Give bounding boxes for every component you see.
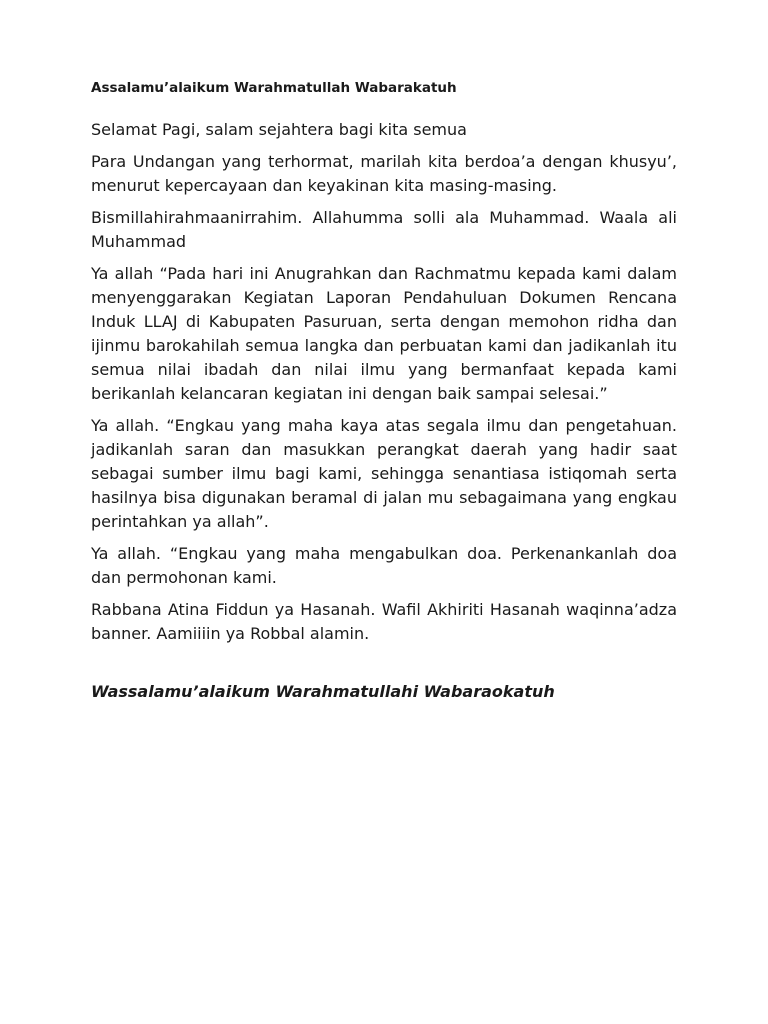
opening-greeting: Assalamu’alaikum Warahmatullah Wabarakatuh [91, 80, 457, 96]
paragraph-prayer-3: Ya allah. “Engkau yang maha mengabulkan doa. Perkenankanlah doa dan permohonan kami. [91, 544, 677, 587]
document-body [91, 78, 677, 704]
paragraph-prayer-2: Ya allah. “Engkau yang maha kaya atas segala ilmu dan pengetahuan. jadikanlah saran dan masukkan perangkat daerah yang hadir saat sebagai sumber ilmu bagi kami, sehingga senantiasa istiqomah serta hasilnya bisa digunakan beramal di jalan mu sebagaimana yang engkau perintahkan ya allah”. [91, 416, 677, 531]
paragraph-prayer-4: Rabbana Atina Fiddun ya Hasanah. Wafil Akhiriti Hasanah waqinna’adza banner. Aamiiiin ya Robbal alamin. [91, 600, 677, 643]
paragraph-prayer-1: Ya allah “Pada hari ini Anugrahkan dan Rachmatmu kepada kami dalam menyenggarakan Kegiatan Laporan Pendahuluan Dokumen Rencana Induk LLAJ di Kabupaten Pasuruan, serta dengan memohon ridha dan ijinmu barokahilah semua langka dan perbuatan kami dan jadikanlah itu semua nilai ibadah dan nilai ilmu yang bermanfaat kepada kami berikanlah kelancaran kegiatan ini dengan baik sampai selesai.” [91, 264, 677, 403]
paragraph-invitation: Para Undangan yang terhormat, marilah kita berdoa’a dengan khusyu’, menurut kepercayaan dan keyakinan kita masing-masing. [91, 152, 677, 195]
paragraph-salutation: Selamat Pagi, salam sejahtera bagi kita semua [91, 120, 467, 139]
paragraph-bismillah: Bismillahirahmaanirrahim. Allahumma solli ala Muhammad. Waala ali Muhammad [91, 208, 677, 251]
closing-greeting: Wassalamu’alaikum Warahmatullahi Wabaraokatuh [91, 682, 555, 701]
